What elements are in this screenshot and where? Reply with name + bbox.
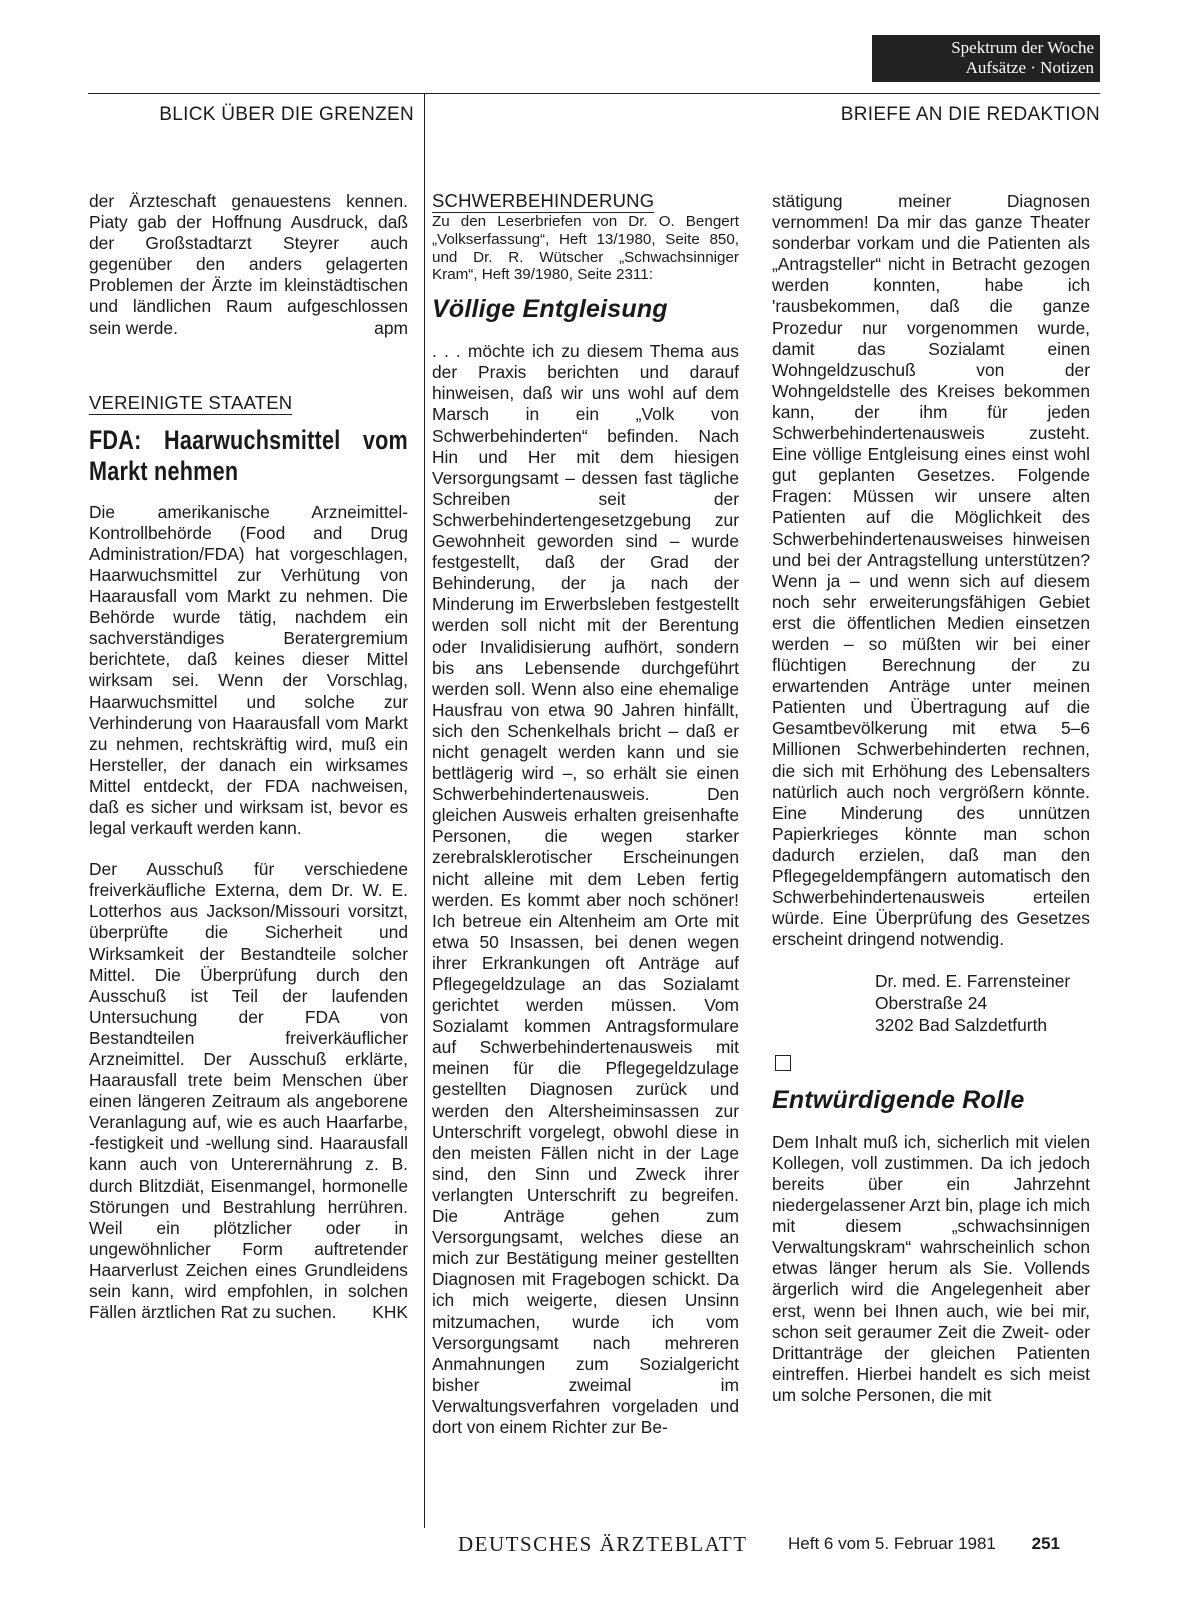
- page-footer: [458, 1532, 1060, 1562]
- section-label-line2: Aufsätze · Notizen: [965, 58, 1094, 77]
- article-headline: FDA: Haarwuchsmittel vom Markt nehmen: [89, 424, 408, 486]
- article-author: KHK: [372, 1302, 408, 1323]
- letter2-text: Dem Inhalt muß ich, sicherlich mit vielen Kollegen, voll zustimmen. Da ich jedoch bereits über ein Jahrzehnt niedergelassener Arzt bin, plage ich mich mit diesem „schwachsinnigen Verwaltungskram“ wahrscheinlich schon etwas länger herum als Sie. Vollends ärgerlich wird die Angelegenheit aber erst, wenn bei Ihnen auch, wie bei mir, schon seit geraumer Zeit die Zweit- oder Drittanträge der gleichen Patienten eintreffen. Hierbei handelt es sich meist um solche Personen, die mit: [772, 1131, 1090, 1405]
- column-left: [89, 191, 408, 1323]
- article-paragraph-1: Die amerikanische Arzneimittel-Kontrollbehörde (Food and Drug Administration/FDA) hat vorgeschlagen, Haarwuchsmittel zur Verhütung von Haarausfall vom Markt zu nehmen. Die Behörde wurde tätig, nachdem ein sachverständiges Beratergremium berichtete, daß keines dieser Mittel wirksam sei. Wenn der Vorschlag, Haarwuchsmittel und solche zur Verhinderung von Haarausfall vom Markt zu nehmen, rechtskräftig wird, muß ein Hersteller, der danach ein wirksames Mittel entdeckt, der FDA nachweisen, daß es sicher und wirksam ist, bevor es legal verkauft werden kann.: [89, 501, 408, 839]
- letter1-headline: Völlige Entgleisung: [432, 295, 668, 324]
- signature-street: Oberstraße 24: [875, 993, 988, 1014]
- issue-info: Heft 6 vom 5. Februar 1981: [788, 1534, 996, 1553]
- section-end-box: [775, 1055, 791, 1071]
- column-divider: [424, 94, 425, 1528]
- article-kicker: VEREINIGTE STAATEN: [89, 391, 293, 413]
- signature-city: 3202 Bad Salzdetfurth: [875, 1014, 1048, 1035]
- continued-article-text: der Ärzteschaft genauestens kennen. Piaty gab der Hoffnung Ausdruck, daß der Großstadtarzt Steyrer auch gegenüber den anders gelagerten Problemen der Ärzte im kleinstädtischen und ländlichen Raum aufgeschlossen sein werde. apm: [89, 191, 408, 338]
- letters-kicker: SCHWERBEHINDERUNG: [432, 190, 655, 211]
- letter1-signature: [772, 971, 1090, 1036]
- section-label-line1: Spektrum der Woche: [951, 38, 1094, 57]
- column-middle: [432, 191, 739, 1438]
- right-section-title: BRIEFE AN DIE REDAKTION: [840, 104, 1100, 125]
- column-right: [772, 191, 1090, 1406]
- letter2-headline: Entwürdigende Rolle: [772, 1085, 1025, 1114]
- page-number: 251: [1031, 1534, 1060, 1553]
- letter1-text: . . . möchte ich zu diesem Thema aus der Praxis berichten und darauf hinweisen, daß wir uns wohl auf dem Marsch in ein „Volk von Schwerbehinderten“ befinden. Nach Hin und Her mit dem hiesigen Versorgungsamt – dessen fast tägliche Schreiben seit der Schwerbehindertengesetzgebung zur Gewohnheit geworden sind – wurde festgestellt, daß der Grad der Behinderung, der ja nach der Minderung im Erwerbsleben festgestellt werden soll nicht mit der Berentung oder Invalidisierung aufhört, sondern bis ans Lebensende durchgeführt werden soll. Wenn also eine ehemalige Hausfrau von etwa 90 Jahren hinfällt, sich den Schenkelhals bricht – daß er nicht genagelt werden kann und sie bettlägerig wird –, so erhält sie einen Schwerbehindertenausweis. Den gleichen Ausweis erhalten greisenhafte Personen, die wegen starker zerebralsklerotischer Erscheinungen nicht alleine mit dem Leben fertig werden. Es kommt aber noch schöner! Ich betreue ein Altenheim am Orte mit etwa 50 Insassen, bei denen wegen ihrer Erkrankungen oft Anträge auf Pflegegeldzulage an das Sozialamt gerichtet werden müssen. Vom Sozialamt kommen Antragsformulare auf Schwerbehindertenausweis mit meinen für die Pflegegeldzulage gestellten Diagnosen zurück und werden den Altersheiminsassen zur Unterschrift vorgelegt, obwohl diese in den meisten Fällen nicht in der Lage sind, den Sinn und Zweck ihrer verlangten Unterschrift zu begreifen. Die Anträge gehen zum Versorgungsamt, welches diese an mich zur Bestätigung meiner gestellten Diagnosen mit Fragebogen schickt. Da ich mich weigerte, diesen Unsinn mitzumachen, wurde ich vom Versorgungsamt nach mehreren Anmahnungen zum Sozialgericht bisher zweimal im Verwaltungsverfahren vorgeladen und dort von einem Richter zur Be-: [432, 341, 739, 1437]
- left-section-title: BLICK ÜBER DIE GRENZEN: [159, 104, 414, 125]
- journal-name: DEUTSCHES ÄRZTEBLATT: [458, 1532, 748, 1556]
- header-rule: [88, 93, 1100, 94]
- signature-name: Dr. med. E. Farrensteiner: [875, 971, 1071, 992]
- letter1-continued-text: stätigung meiner Diagnosen vernommen! Da mir das ganze Theater sonderbar vorkam und die Patienten als „Antragsteller“ nicht in Betracht gezogen werden konnten, habe ich 'rausbekommen, daß die ganze Prozedur nur vorgenommen wurde, damit das Sozialamt einen Wohngeldzuschuß von der Wohngeldstelle des Kreises bekommen kann, der ihm für jeden Schwerbehindertenausweis zusteht. Eine völlige Entgleisung eines einst wohl gut geplanten Gesetzes. Folgende Fragen: Müssen wir unsere alten Patienten auf die Möglichkeit des Schwerbehindertenausweises hinweisen und bei der Antragstellung unterstützen? Wenn ja – und wenn sich auf diesem noch sehr erweiterungsfähigen Gebiet erst die öffentlichen Medien einsetzen werden – so müßten wir bei einer flüchtigen Berechnung der zu erwartenden Anträge unter meinen Patienten und Übertragung auf die Gesamtbevölkerung mit etwa 5–6 Millionen Schwerbehinderten rechnen, die sich mit Erhöhung des Lebensalters natürlich auch noch vergrößern könnte. Eine Minderung des unnützen Papierkrieges könnte man schon dadurch erzielen, daß man den Pflegegeldempfängern automatisch den Schwerbehindertenausweis erteilen würde. Eine Überprüfung des Gesetzes erscheint dringend notwendig.: [772, 191, 1090, 950]
- letters-intro: Zu den Leserbriefen von Dr. O. Bengert „Volkserfassung“, Heft 13/1980, Seite 850, und Dr. R. Wütscher „Schwachsinniger Kram“, Heft 39/1980, Seite 2311:: [432, 213, 739, 284]
- section-label-box: [872, 35, 1100, 82]
- article-paragraph-2: Der Ausschuß für verschiedene freiverkäufliche Externa, dem Dr. W. E. Lotterhos aus Jackson/Missouri vorsitzt, überprüfte die Sicherheit und Wirksamkeit der Bestandteile solcher Mittel. Die Überprüfung durch den Ausschuß ist Teil der laufenden Untersuchung der FDA von Bestandteilen freiverkäuflicher Arzneimittel. Der Ausschuß erklärte, Haarausfall trete beim Menschen über einen längeren Zeitraum als angeborene Veranlagung auf, wie es auch Haarfarbe, -festigkeit und -wellung sind. Haarausfall kann auch von Unterernährung z. B. durch Blitzdiät, Eisenmangel, hormonelle Störungen und Bestrahlung herrühren. Weil ein plötzlicher oder in ungewöhnlicher Form auftretender Haarverlust Zeichen eines Grundleidens sein kann, wird empfohlen, in solchen Fällen ärztlichen Rat zu suchen. KHK: [89, 859, 408, 1323]
- continued-article-author: apm: [374, 317, 408, 338]
